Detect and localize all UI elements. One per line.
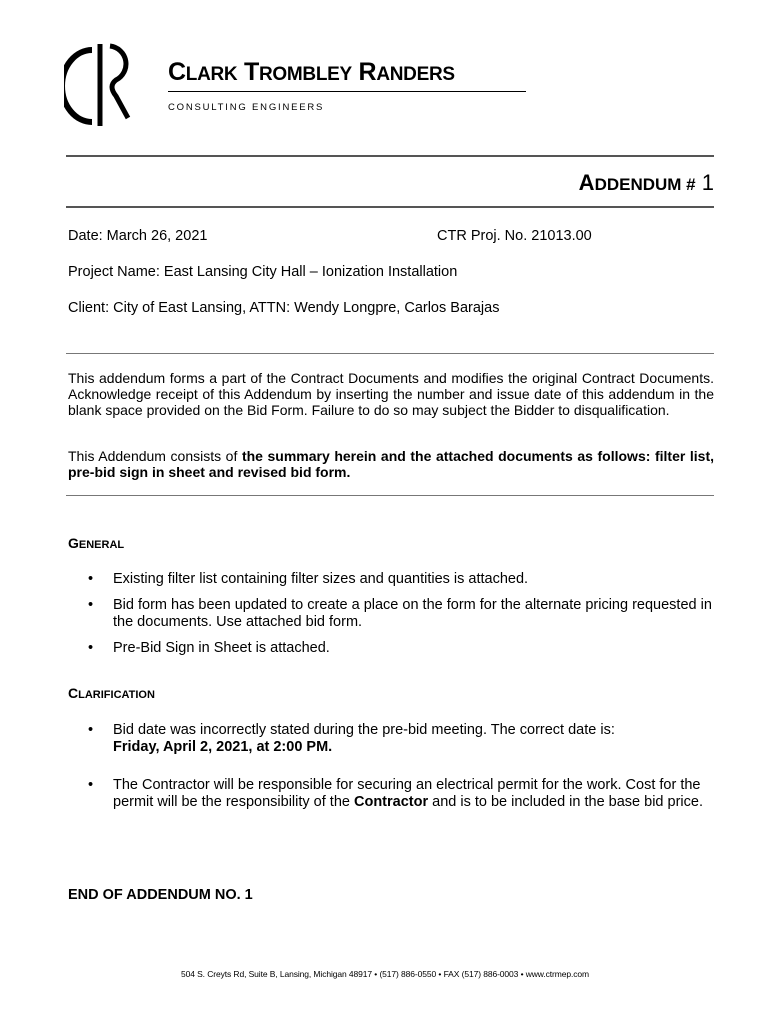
clarification-heading: CLARIFICATION xyxy=(68,685,155,701)
list-item: • Bid form has been updated to create a place on the form for the alternate pricing requested in the documents. Use attached bid form. xyxy=(88,597,712,630)
firm-subtitle: CONSULTING ENGINEERS xyxy=(168,102,325,113)
ctr-logo xyxy=(64,40,134,130)
list-item: • Bid date was incorrectly stated during the pre-bid meeting. The correct date is: Friday, April 2, 2021, at 2:00 PM. xyxy=(88,722,615,755)
title-divider xyxy=(66,206,714,208)
intro-divider xyxy=(66,495,714,496)
general-heading: GENERAL xyxy=(68,535,125,551)
footer-address: 504 S. Creyts Rd, Suite B, Lansing, Michigan 48917 • (517) 886-0550 • FAX (517) 886-0003 • www.ctrmep.com xyxy=(180,969,590,979)
addendum-number: 1 xyxy=(701,170,714,195)
info-divider xyxy=(66,353,714,354)
end-of-addendum: END OF ADDENDUM NO. 1 xyxy=(68,887,253,903)
date-line: Date: March 26, 2021 xyxy=(68,228,208,244)
project-number: CTR Proj. No. 21013.00 xyxy=(437,228,592,244)
general-list xyxy=(88,571,714,657)
clarification-list xyxy=(88,722,714,811)
contents-paragraph: This Addendum consists of the summary herein and the attached documents as follows: filter list, pre-bid sign in sheet and revised bid form. xyxy=(68,448,714,480)
list-item: • Pre-Bid Sign in Sheet is attached. xyxy=(88,640,330,656)
client-line: Client: City of East Lansing, ATTN: Wendy Longpre, Carlos Barajas xyxy=(68,300,500,316)
letterhead-rule xyxy=(168,91,526,92)
list-item: • Existing filter list containing filter sizes and quantities is attached. xyxy=(88,571,529,587)
intro-paragraph: This addendum forms a part of the Contract Documents and modifies the original Contract Documents. Acknowledge receipt of this Addendum by inserting the number and issue date of this addendum in the blank space provided on the Bid Form. Failure to do so may subject the Bidder to disqualification. xyxy=(68,370,714,418)
firm-name: CLARK TROMBLEY RANDERS xyxy=(168,58,455,86)
addendum-title: ADDENDUM # 1 xyxy=(578,170,714,195)
header-divider xyxy=(66,155,714,157)
list-item: • The Contractor will be responsible for securing an electrical permit for the work. Cost for the permit will be the responsibility of the Contractor and is to be included in the base bid price. xyxy=(88,777,703,810)
project-name: Project Name: East Lansing City Hall – Ionization Installation xyxy=(68,264,458,280)
